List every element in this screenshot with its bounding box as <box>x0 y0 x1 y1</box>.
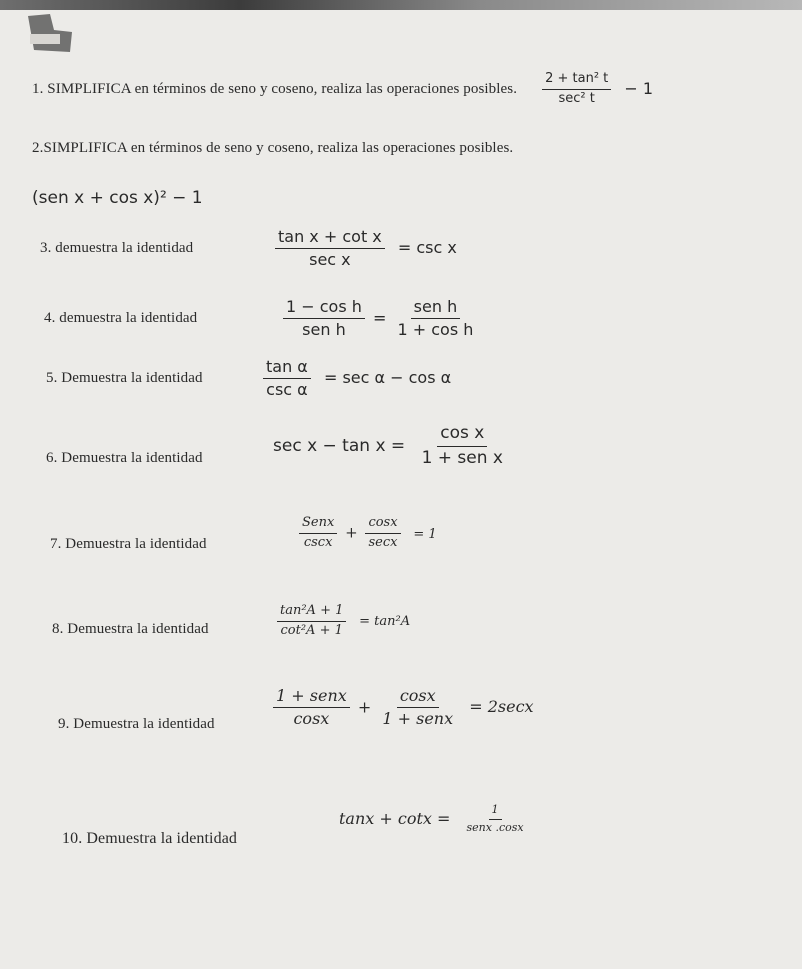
top-edge-shadow <box>0 0 802 10</box>
problem-1-label: 1. SIMPLIFICA en términos de seno y coseno, realiza las operaciones posibles. <box>32 80 518 97</box>
problem-5-rhs: = sec α − cos α <box>323 368 452 388</box>
problem-7-expression <box>296 516 442 551</box>
problem-1 <box>32 72 658 107</box>
problem-10-numerator: 1 <box>489 804 502 820</box>
problem-3-label: 3. demuestra la identidad <box>40 240 194 257</box>
problem-7-second-numerator: cosx <box>365 516 400 534</box>
problem-6-denominator: 1 + sen x <box>421 447 503 468</box>
problem-9-rhs: = 2secx <box>469 697 534 716</box>
problem-4-left-denominator: sen h <box>302 320 346 340</box>
problem-8-expression <box>274 604 415 639</box>
problem-9 <box>58 682 539 733</box>
problem-3-expression <box>272 228 462 270</box>
problem-7-label: 7. Demuestra la identidad <box>50 536 207 552</box>
problem-8-denominator: cot²A + 1 <box>280 622 343 638</box>
problem-6 <box>46 424 509 468</box>
problem-4-right-denominator: 1 + cos h <box>397 320 474 340</box>
problem-3 <box>40 228 462 270</box>
problem-9-label: 9. Demuestra la identidad <box>58 716 215 732</box>
problem-8 <box>52 604 415 639</box>
problem-9-first-denominator: cosx <box>293 709 330 728</box>
problem-6-numerator: cos x <box>437 424 487 447</box>
problem-3-numerator: tan x + cot x <box>275 228 385 249</box>
problem-2-expression: (sen x + cos x)² − 1 <box>32 188 203 208</box>
problem-9-second-denominator: 1 + senx <box>382 709 454 728</box>
problem-5-numerator: tan α <box>263 358 311 379</box>
problem-9-expression <box>270 687 539 729</box>
problem-10-expression <box>334 804 530 834</box>
problem-9-plus: + <box>357 697 372 716</box>
problem-2-label: 2.SIMPLIFICA en términos de seno y coseno, realiza las operaciones posibles. <box>32 140 514 156</box>
problem-2-expression-line <box>32 188 203 208</box>
problem-7 <box>50 514 442 553</box>
problem-1-tail: − 1 <box>624 78 654 98</box>
problem-3-denominator: sec x <box>309 250 351 270</box>
problem-9-first-numerator: 1 + senx <box>273 687 350 708</box>
problem-6-lhs: sec x − tan x = <box>273 436 406 457</box>
problem-5-denominator: csc α <box>266 380 308 400</box>
problem-7-plus: + <box>345 523 358 542</box>
problem-2 <box>32 140 513 157</box>
folded-corner-graphic <box>20 12 80 54</box>
problem-6-label: 6. Demuestra la identidad <box>46 449 203 466</box>
problem-7-first-numerator: Senx <box>299 516 337 534</box>
problem-10 <box>62 790 530 848</box>
problem-3-rhs: = csc x <box>397 238 457 258</box>
problem-5-label: 5. Demuestra la identidad <box>46 370 203 387</box>
problem-5 <box>46 358 456 400</box>
problem-9-second-numerator: cosx <box>397 687 439 708</box>
problem-6-expression <box>268 424 509 468</box>
problem-10-denominator: senx .cosx <box>466 820 524 834</box>
problem-4-right-numerator: sen h <box>411 298 461 319</box>
problem-7-first-denominator: cscx <box>303 535 333 550</box>
problem-1-denominator: sec² t <box>558 90 595 106</box>
problem-8-numerator: tan²A + 1 <box>277 604 346 622</box>
problem-1-expression <box>539 72 658 107</box>
problem-8-rhs: = tan²A <box>359 614 411 630</box>
problem-10-label: 10. Demuestra la identidad <box>62 830 237 847</box>
problem-7-rhs: = 1 <box>413 526 437 542</box>
problem-1-numerator: 2 + tan² t <box>542 72 611 90</box>
problem-7-second-denominator: secx <box>368 535 398 550</box>
problem-4-expression <box>280 298 479 340</box>
problem-4-left-numerator: 1 − cos h <box>283 298 365 319</box>
problem-8-label: 8. Demuestra la identidad <box>52 620 209 637</box>
problem-4-label: 4. demuestra la identidad <box>44 310 198 327</box>
problem-4-equals: = <box>373 308 387 328</box>
problem-10-lhs: tanx + cotx = <box>339 808 451 828</box>
problem-5-expression <box>260 358 456 400</box>
problem-4 <box>44 298 479 340</box>
